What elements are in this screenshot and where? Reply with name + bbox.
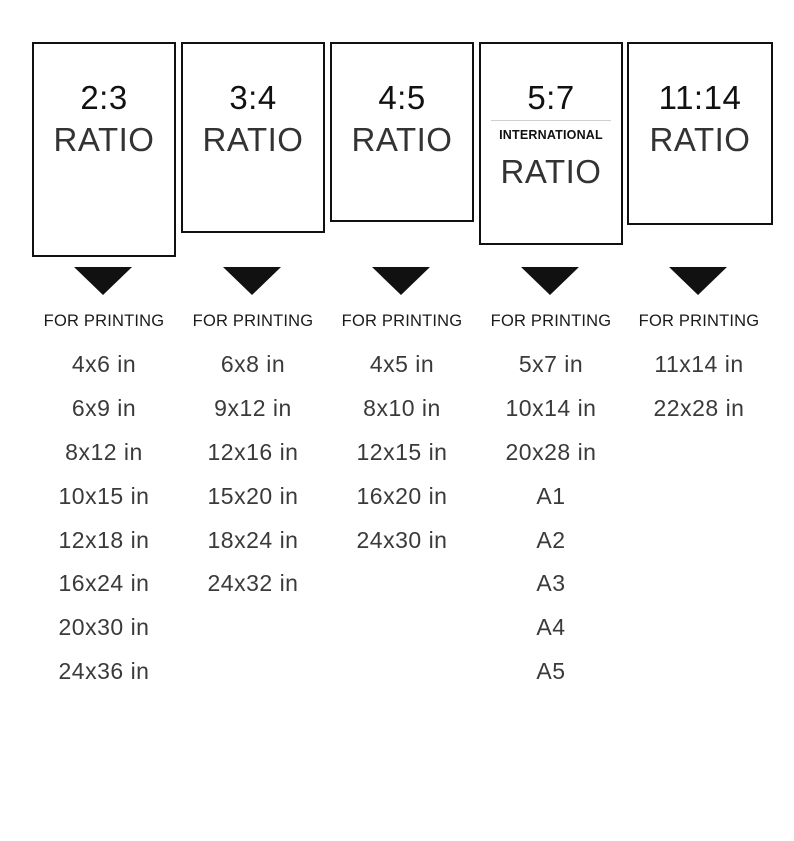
for-printing-heading: FOR PRINTING: [43, 312, 165, 330]
ratio-label: RATIO: [500, 153, 602, 190]
ratio-label: RATIO: [351, 121, 453, 158]
ratio-number: 5:7: [527, 79, 575, 116]
size-item: A4: [536, 614, 566, 641]
size-item: 18x24 in: [207, 526, 299, 553]
size-item: 6x8 in: [220, 351, 286, 377]
size-item: 4x6 in: [71, 351, 137, 377]
down-triangle-icon: [223, 267, 281, 295]
size-item: 8x12 in: [65, 438, 143, 465]
for-printing-heading: FOR PRINTING: [490, 312, 612, 330]
size-item: 9x12 in: [214, 394, 292, 421]
size-item: 16x24 in: [58, 570, 150, 597]
size-item: 6x9 in: [71, 394, 137, 421]
divider: [491, 120, 611, 121]
size-item: A2: [536, 526, 566, 553]
size-list: [175, 346, 331, 609]
ratio-number: 4:5: [378, 79, 426, 116]
size-item: 12x16 in: [207, 438, 299, 465]
ratio-frame-2-3: [32, 42, 176, 257]
size-item: 22x28 in: [653, 394, 745, 421]
ratio-column-4-5: [330, 0, 474, 841]
down-triangle-icon: [521, 267, 579, 295]
ratio-number: 11:14: [658, 79, 742, 116]
size-item: 5x7 in: [518, 351, 584, 377]
size-item: 24x36 in: [58, 658, 150, 685]
ratio-column-3-4: [181, 0, 325, 841]
size-item: 24x32 in: [207, 570, 299, 597]
size-item: 12x18 in: [58, 526, 150, 553]
ratio-label: RATIO: [202, 121, 304, 158]
size-list: [473, 346, 629, 697]
for-printing-heading: FOR PRINTING: [341, 312, 463, 330]
size-item: 11x14 in: [654, 351, 744, 377]
down-triangle-icon: [372, 267, 430, 295]
size-item: 16x20 in: [356, 482, 448, 509]
for-printing-heading: FOR PRINTING: [192, 312, 314, 330]
ratio-column-11-14: [627, 0, 771, 841]
ratio-column-2-3: [32, 0, 176, 841]
size-item: 8x10 in: [363, 394, 441, 421]
ratio-column-5-7: [479, 0, 623, 841]
size-list: [26, 346, 182, 697]
for-printing-heading: FOR PRINTING: [638, 312, 760, 330]
ratio-label: RATIO: [649, 121, 751, 158]
ratio-frame-11-14: [627, 42, 773, 225]
size-item: 24x30 in: [356, 526, 448, 553]
size-item: A1: [536, 482, 566, 509]
ratio-label: RATIO: [53, 121, 155, 158]
ratio-frame-4-5: [330, 42, 474, 222]
down-triangle-icon: [669, 267, 727, 295]
ratio-number: 2:3: [80, 79, 128, 116]
size-item: 10x14 in: [505, 394, 597, 421]
size-item: A3: [536, 570, 566, 597]
size-item: 10x15 in: [58, 482, 150, 509]
size-item: 20x28 in: [505, 438, 597, 465]
international-label: INTERNATIONAL: [499, 128, 603, 142]
size-item: A5: [536, 658, 566, 685]
size-item: 20x30 in: [58, 614, 150, 641]
ratio-frame-3-4: [181, 42, 325, 233]
size-item: 4x5 in: [369, 351, 435, 377]
down-triangle-icon: [74, 267, 132, 295]
size-list: [621, 346, 777, 434]
size-item: 12x15 in: [356, 438, 448, 465]
size-item: 15x20 in: [207, 482, 299, 509]
size-list: [324, 346, 480, 565]
ratio-frame-5-7: [479, 42, 623, 245]
ratio-number: 3:4: [229, 79, 277, 116]
